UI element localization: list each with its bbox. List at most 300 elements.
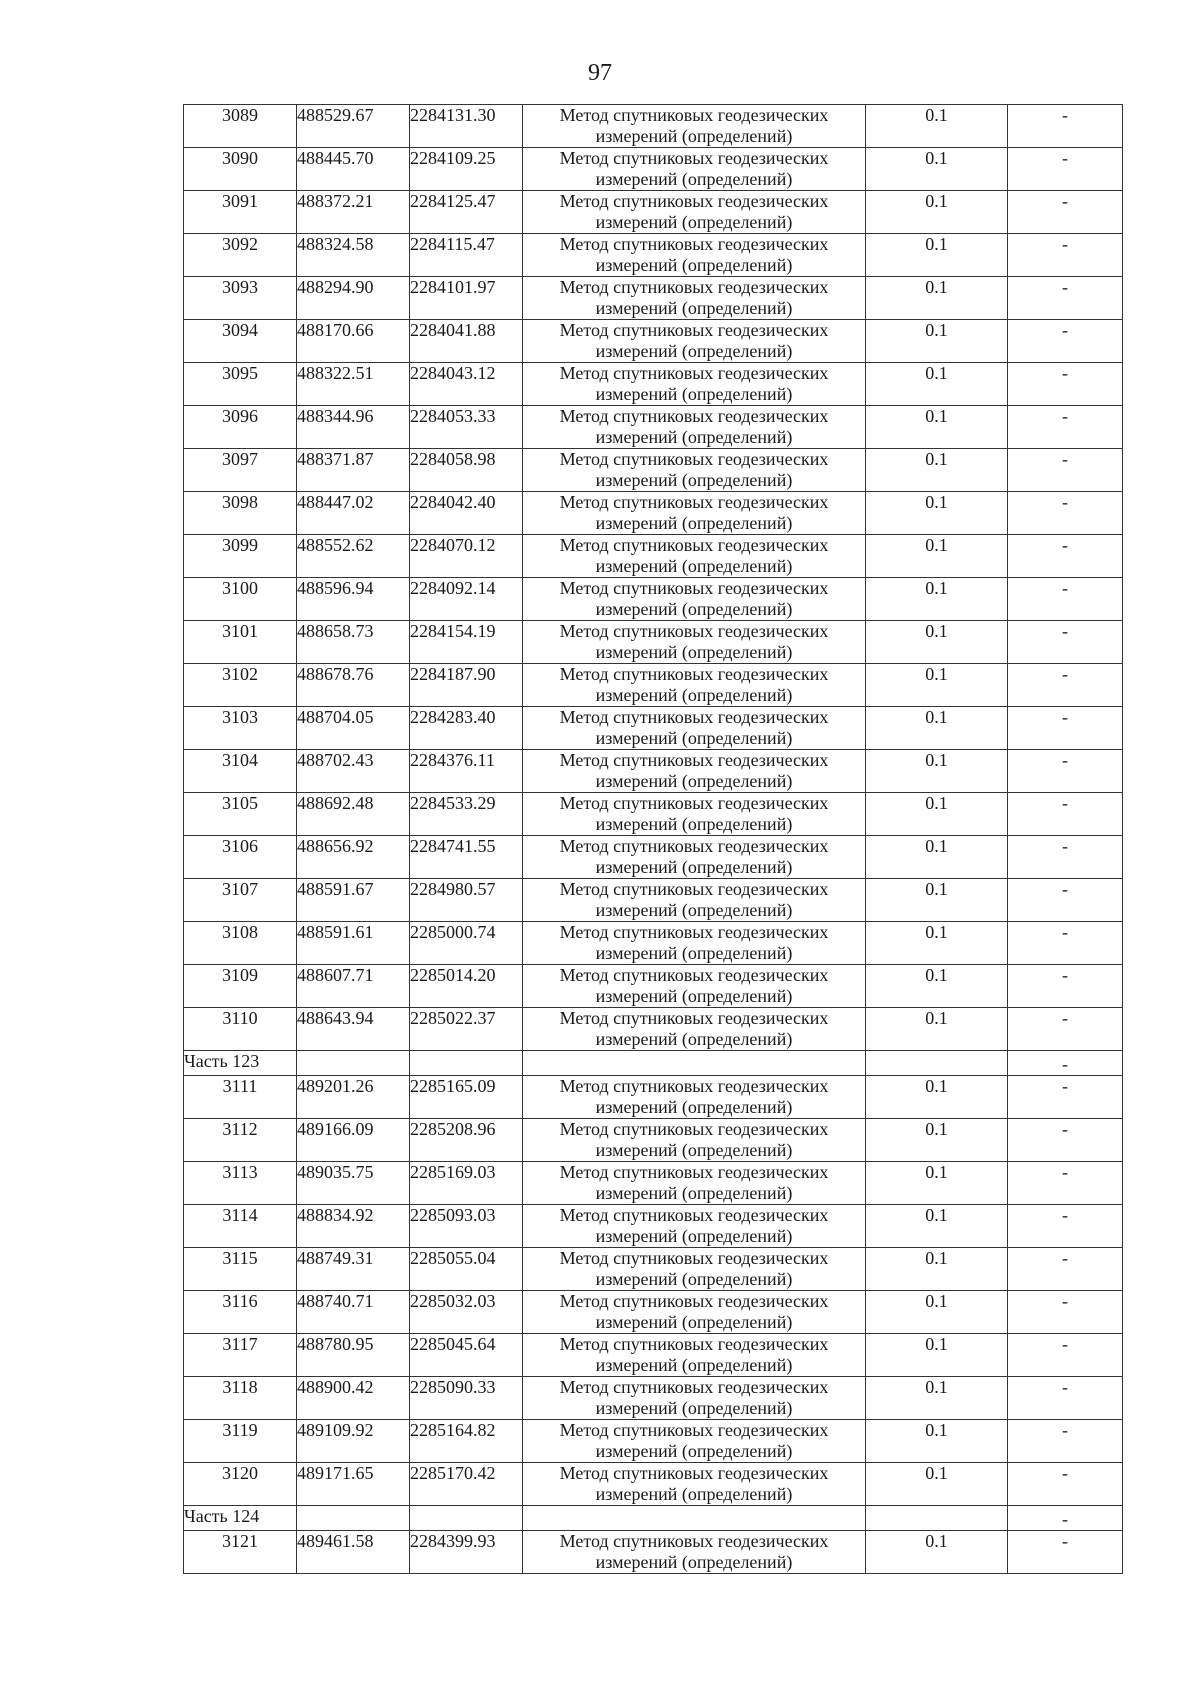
method-line-2: измерений (определений) xyxy=(595,1269,793,1289)
note: - xyxy=(1008,664,1123,707)
accuracy: 0.1 xyxy=(866,1076,1008,1119)
method-cell xyxy=(523,621,866,664)
x-coordinate: 488591.61 xyxy=(297,922,410,965)
note: - xyxy=(1008,234,1123,277)
method-cell xyxy=(523,406,866,449)
y-coordinate: 2284399.93 xyxy=(410,1531,523,1574)
note: - xyxy=(1008,1119,1123,1162)
y-coordinate: 2284058.98 xyxy=(410,449,523,492)
method-cell xyxy=(523,793,866,836)
y-coordinate: 2284109.25 xyxy=(410,148,523,191)
method-cell xyxy=(523,1377,866,1420)
y-coordinate: 2285093.03 xyxy=(410,1205,523,1248)
table-row xyxy=(184,1531,1123,1574)
method-line-1: Метод спутниковых геодезических xyxy=(559,1162,829,1182)
accuracy: 0.1 xyxy=(866,1119,1008,1162)
accuracy: 0.1 xyxy=(866,449,1008,492)
y-coordinate: 2284043.12 xyxy=(410,363,523,406)
note: - xyxy=(1008,1420,1123,1463)
method-cell xyxy=(523,750,866,793)
table-row xyxy=(184,1008,1123,1051)
point-number: 3121 xyxy=(184,1531,297,1574)
method-line-1: Метод спутниковых геодезических xyxy=(559,105,829,125)
method-cell xyxy=(523,148,866,191)
accuracy: 0.1 xyxy=(866,535,1008,578)
accuracy: 0.1 xyxy=(866,1334,1008,1377)
method-cell xyxy=(523,1205,866,1248)
method-line-2: измерений (определений) xyxy=(595,728,793,748)
method-line-2: измерений (определений) xyxy=(595,986,793,1006)
coordinates-table xyxy=(183,104,1123,1574)
method-cell xyxy=(523,1162,866,1205)
method-cell xyxy=(523,191,866,234)
table-row xyxy=(184,1119,1123,1162)
point-number: 3112 xyxy=(184,1119,297,1162)
y-coordinate: 2284154.19 xyxy=(410,621,523,664)
method-line-1: Метод спутниковых геодезических xyxy=(559,148,829,168)
note: - xyxy=(1008,965,1123,1008)
x-coordinate: 488372.21 xyxy=(297,191,410,234)
note: - xyxy=(1008,1377,1123,1420)
table-row xyxy=(184,1334,1123,1377)
method-line-1: Метод спутниковых геодезических xyxy=(559,1119,829,1139)
x-coordinate: 488552.62 xyxy=(297,535,410,578)
method-line-2: измерений (определений) xyxy=(595,1140,793,1160)
table-row xyxy=(184,148,1123,191)
table-row xyxy=(184,535,1123,578)
method-cell xyxy=(523,922,866,965)
x-coordinate-cell xyxy=(297,1051,410,1076)
method-line-2: измерений (определений) xyxy=(595,1097,793,1117)
method-cell xyxy=(523,1531,866,1574)
note: - xyxy=(1008,793,1123,836)
note: - xyxy=(1008,1531,1123,1574)
point-number: 3089 xyxy=(184,105,297,148)
method-cell xyxy=(523,1420,866,1463)
x-coordinate: 488170.66 xyxy=(297,320,410,363)
note: - xyxy=(1008,879,1123,922)
table-row xyxy=(184,492,1123,535)
method-cell xyxy=(523,234,866,277)
note: - xyxy=(1008,1162,1123,1205)
method-cell xyxy=(523,363,866,406)
y-coordinate: 2285090.33 xyxy=(410,1377,523,1420)
accuracy: 0.1 xyxy=(866,1008,1008,1051)
part-label: Часть 123 xyxy=(184,1051,297,1076)
method-line-2: измерений (определений) xyxy=(595,126,793,146)
point-number: 3116 xyxy=(184,1291,297,1334)
y-coordinate: 2285170.42 xyxy=(410,1463,523,1506)
note: - xyxy=(1008,1008,1123,1051)
accuracy: 0.1 xyxy=(866,965,1008,1008)
method-line-1: Метод спутниковых геодезических xyxy=(559,1076,829,1096)
method-line-1: Метод спутниковых геодезических xyxy=(559,793,829,813)
x-coordinate: 489035.75 xyxy=(297,1162,410,1205)
x-coordinate: 488900.42 xyxy=(297,1377,410,1420)
method-cell xyxy=(523,664,866,707)
x-coordinate: 488607.71 xyxy=(297,965,410,1008)
accuracy: 0.1 xyxy=(866,191,1008,234)
method-line-2: измерений (определений) xyxy=(595,1441,793,1461)
accuracy: 0.1 xyxy=(866,1291,1008,1334)
table-row xyxy=(184,191,1123,234)
method-line-2: измерений (определений) xyxy=(595,900,793,920)
x-coordinate: 488447.02 xyxy=(297,492,410,535)
method-line-1: Метод спутниковых геодезических xyxy=(559,277,829,297)
point-number: 3101 xyxy=(184,621,297,664)
note: - xyxy=(1008,105,1123,148)
x-coordinate: 488445.70 xyxy=(297,148,410,191)
method-cell xyxy=(523,836,866,879)
point-number: 3107 xyxy=(184,879,297,922)
method-line-2: измерений (определений) xyxy=(595,685,793,705)
accuracy: 0.1 xyxy=(866,234,1008,277)
point-number: 3115 xyxy=(184,1248,297,1291)
method-line-1: Метод спутниковых геодезических xyxy=(559,1291,829,1311)
table-row xyxy=(184,621,1123,664)
note: - xyxy=(1008,1205,1123,1248)
table-row xyxy=(184,1248,1123,1291)
point-number: 3091 xyxy=(184,191,297,234)
method-line-2: измерений (определений) xyxy=(595,1398,793,1418)
method-cell xyxy=(523,1076,866,1119)
method-line-1: Метод спутниковых геодезических xyxy=(559,836,829,856)
accuracy: 0.1 xyxy=(866,1162,1008,1205)
y-coordinate: 2284041.88 xyxy=(410,320,523,363)
x-coordinate: 488658.73 xyxy=(297,621,410,664)
method-line-2: измерений (определений) xyxy=(595,857,793,877)
method-line-1: Метод спутниковых геодезических xyxy=(559,922,829,942)
method-line-2: измерений (определений) xyxy=(595,943,793,963)
method-line-2: измерений (определений) xyxy=(595,470,793,490)
method-line-2: измерений (определений) xyxy=(595,427,793,447)
x-coordinate: 488596.94 xyxy=(297,578,410,621)
method-line-2: измерений (определений) xyxy=(595,212,793,232)
table-row xyxy=(184,1205,1123,1248)
method-cell xyxy=(523,1008,866,1051)
table-row xyxy=(184,1377,1123,1420)
x-coordinate: 488834.92 xyxy=(297,1205,410,1248)
table-row xyxy=(184,664,1123,707)
x-coordinate: 488704.05 xyxy=(297,707,410,750)
method-cell xyxy=(523,1051,866,1076)
method-cell xyxy=(523,277,866,320)
point-number: 3110 xyxy=(184,1008,297,1051)
note-cell: - xyxy=(1008,1506,1123,1531)
note: - xyxy=(1008,621,1123,664)
note: - xyxy=(1008,492,1123,535)
point-number: 3119 xyxy=(184,1420,297,1463)
note: - xyxy=(1008,1291,1123,1334)
y-coordinate-cell xyxy=(410,1506,523,1531)
method-line-1: Метод спутниковых геодезических xyxy=(559,320,829,340)
y-coordinate: 2284053.33 xyxy=(410,406,523,449)
y-coordinate: 2284741.55 xyxy=(410,836,523,879)
method-line-1: Метод спутниковых геодезических xyxy=(559,664,829,684)
accuracy: 0.1 xyxy=(866,277,1008,320)
y-coordinate: 2285208.96 xyxy=(410,1119,523,1162)
x-coordinate: 488324.58 xyxy=(297,234,410,277)
x-coordinate: 488591.67 xyxy=(297,879,410,922)
table-row xyxy=(184,1076,1123,1119)
point-number: 3094 xyxy=(184,320,297,363)
x-coordinate: 488294.90 xyxy=(297,277,410,320)
table-row xyxy=(184,320,1123,363)
method-cell xyxy=(523,1506,866,1531)
method-line-1: Метод спутниковых геодезических xyxy=(559,363,829,383)
table-row xyxy=(184,1420,1123,1463)
point-number: 3098 xyxy=(184,492,297,535)
note: - xyxy=(1008,449,1123,492)
point-number: 3109 xyxy=(184,965,297,1008)
method-line-2: измерений (определений) xyxy=(595,642,793,662)
method-line-2: измерений (определений) xyxy=(595,771,793,791)
method-line-2: измерений (определений) xyxy=(595,814,793,834)
table-row xyxy=(184,1162,1123,1205)
accuracy: 0.1 xyxy=(866,922,1008,965)
x-coordinate: 488529.67 xyxy=(297,105,410,148)
method-line-1: Метод спутниковых геодезических xyxy=(559,1248,829,1268)
note: - xyxy=(1008,836,1123,879)
method-line-1: Метод спутниковых геодезических xyxy=(559,1531,829,1551)
x-coordinate: 488678.76 xyxy=(297,664,410,707)
note-cell: - xyxy=(1008,1051,1123,1076)
method-line-1: Метод спутниковых геодезических xyxy=(559,1008,829,1028)
method-line-2: измерений (определений) xyxy=(595,169,793,189)
table-row xyxy=(184,406,1123,449)
note: - xyxy=(1008,1076,1123,1119)
note: - xyxy=(1008,320,1123,363)
table-row xyxy=(184,449,1123,492)
method-line-1: Метод спутниковых геодезических xyxy=(559,750,829,770)
method-line-2: измерений (определений) xyxy=(595,556,793,576)
point-number: 3104 xyxy=(184,750,297,793)
note: - xyxy=(1008,1463,1123,1506)
accuracy: 0.1 xyxy=(866,1463,1008,1506)
accuracy: 0.1 xyxy=(866,664,1008,707)
note: - xyxy=(1008,148,1123,191)
method-line-2: измерений (определений) xyxy=(595,599,793,619)
y-coordinate: 2284101.97 xyxy=(410,277,523,320)
point-number: 3099 xyxy=(184,535,297,578)
method-line-1: Метод спутниковых геодезических xyxy=(559,492,829,512)
point-number: 3090 xyxy=(184,148,297,191)
y-coordinate: 2284070.12 xyxy=(410,535,523,578)
accuracy: 0.1 xyxy=(866,879,1008,922)
x-coordinate: 488322.51 xyxy=(297,363,410,406)
note: - xyxy=(1008,922,1123,965)
point-number: 3097 xyxy=(184,449,297,492)
part-header-row xyxy=(184,1051,1123,1076)
page-number: 97 xyxy=(588,60,612,86)
note: - xyxy=(1008,1334,1123,1377)
table-row xyxy=(184,105,1123,148)
accuracy: 0.1 xyxy=(866,836,1008,879)
y-coordinate: 2285022.37 xyxy=(410,1008,523,1051)
method-cell xyxy=(523,492,866,535)
method-line-1: Метод спутниковых геодезических xyxy=(559,1420,829,1440)
method-line-2: измерений (определений) xyxy=(595,1484,793,1504)
method-cell xyxy=(523,965,866,1008)
method-cell xyxy=(523,1334,866,1377)
point-number: 3117 xyxy=(184,1334,297,1377)
accuracy: 0.1 xyxy=(866,750,1008,793)
x-coordinate: 488692.48 xyxy=(297,793,410,836)
x-coordinate: 488740.71 xyxy=(297,1291,410,1334)
accuracy: 0.1 xyxy=(866,1531,1008,1574)
table-row xyxy=(184,707,1123,750)
method-cell xyxy=(523,1291,866,1334)
x-coordinate-cell xyxy=(297,1506,410,1531)
accuracy: 0.1 xyxy=(866,621,1008,664)
point-number: 3103 xyxy=(184,707,297,750)
method-line-2: измерений (определений) xyxy=(595,1355,793,1375)
method-cell xyxy=(523,1248,866,1291)
method-line-1: Метод спутниковых геодезических xyxy=(559,191,829,211)
method-cell xyxy=(523,320,866,363)
table-row xyxy=(184,578,1123,621)
y-coordinate: 2284125.47 xyxy=(410,191,523,234)
method-line-1: Метод спутниковых геодезических xyxy=(559,1334,829,1354)
x-coordinate: 488749.31 xyxy=(297,1248,410,1291)
method-line-2: измерений (определений) xyxy=(595,1029,793,1049)
method-line-2: измерений (определений) xyxy=(595,513,793,533)
y-coordinate: 2285014.20 xyxy=(410,965,523,1008)
method-line-1: Метод спутниковых геодезических xyxy=(559,1463,829,1483)
point-number: 3113 xyxy=(184,1162,297,1205)
table-row xyxy=(184,879,1123,922)
method-cell xyxy=(523,707,866,750)
point-number: 3102 xyxy=(184,664,297,707)
point-number: 3118 xyxy=(184,1377,297,1420)
method-cell xyxy=(523,1463,866,1506)
method-line-1: Метод спутниковых геодезических xyxy=(559,234,829,254)
y-coordinate: 2285000.74 xyxy=(410,922,523,965)
y-coordinate: 2285165.09 xyxy=(410,1076,523,1119)
method-line-1: Метод спутниковых геодезических xyxy=(559,449,829,469)
method-cell xyxy=(523,879,866,922)
method-line-1: Метод спутниковых геодезических xyxy=(559,879,829,899)
method-line-1: Метод спутниковых геодезических xyxy=(559,535,829,555)
accuracy: 0.1 xyxy=(866,1205,1008,1248)
point-number: 3096 xyxy=(184,406,297,449)
note: - xyxy=(1008,578,1123,621)
note: - xyxy=(1008,535,1123,578)
note: - xyxy=(1008,277,1123,320)
y-coordinate: 2284131.30 xyxy=(410,105,523,148)
accuracy: 0.1 xyxy=(866,406,1008,449)
accuracy: 0.1 xyxy=(866,578,1008,621)
note: - xyxy=(1008,406,1123,449)
method-line-2: измерений (определений) xyxy=(595,255,793,275)
y-coordinate: 2284092.14 xyxy=(410,578,523,621)
note: - xyxy=(1008,191,1123,234)
note: - xyxy=(1008,1248,1123,1291)
y-coordinate: 2285032.03 xyxy=(410,1291,523,1334)
method-line-1: Метод спутниковых геодезических xyxy=(559,406,829,426)
table-row xyxy=(184,1463,1123,1506)
method-line-1: Метод спутниковых геодезических xyxy=(559,1377,829,1397)
method-line-2: измерений (определений) xyxy=(595,1226,793,1246)
accuracy: 0.1 xyxy=(866,707,1008,750)
accuracy-cell xyxy=(866,1506,1008,1531)
method-cell xyxy=(523,535,866,578)
method-line-2: измерений (определений) xyxy=(595,1183,793,1203)
y-coordinate: 2285045.64 xyxy=(410,1334,523,1377)
part-header-row xyxy=(184,1506,1123,1531)
point-number: 3106 xyxy=(184,836,297,879)
method-line-2: измерений (определений) xyxy=(595,298,793,318)
y-coordinate-cell xyxy=(410,1051,523,1076)
coordinates-table-body xyxy=(184,105,1123,1574)
table-row xyxy=(184,965,1123,1008)
accuracy: 0.1 xyxy=(866,1420,1008,1463)
x-coordinate: 488643.94 xyxy=(297,1008,410,1051)
x-coordinate: 488780.95 xyxy=(297,1334,410,1377)
y-coordinate: 2284115.47 xyxy=(410,234,523,277)
accuracy: 0.1 xyxy=(866,148,1008,191)
note: - xyxy=(1008,707,1123,750)
x-coordinate: 488656.92 xyxy=(297,836,410,879)
table-row xyxy=(184,363,1123,406)
method-cell xyxy=(523,1119,866,1162)
x-coordinate: 489171.65 xyxy=(297,1463,410,1506)
table-row xyxy=(184,922,1123,965)
method-line-1: Метод спутниковых геодезических xyxy=(559,621,829,641)
x-coordinate: 488702.43 xyxy=(297,750,410,793)
method-line-2: измерений (определений) xyxy=(595,1312,793,1332)
x-coordinate: 488371.87 xyxy=(297,449,410,492)
method-cell xyxy=(523,105,866,148)
x-coordinate: 489109.92 xyxy=(297,1420,410,1463)
table-row xyxy=(184,750,1123,793)
accuracy: 0.1 xyxy=(866,363,1008,406)
method-line-1: Метод спутниковых геодезических xyxy=(559,965,829,985)
y-coordinate: 2284283.40 xyxy=(410,707,523,750)
point-number: 3093 xyxy=(184,277,297,320)
method-cell xyxy=(523,449,866,492)
y-coordinate: 2284533.29 xyxy=(410,793,523,836)
note: - xyxy=(1008,750,1123,793)
method-line-2: измерений (определений) xyxy=(595,341,793,361)
point-number: 3120 xyxy=(184,1463,297,1506)
y-coordinate: 2284042.40 xyxy=(410,492,523,535)
y-coordinate: 2285055.04 xyxy=(410,1248,523,1291)
table-row xyxy=(184,234,1123,277)
table-row xyxy=(184,277,1123,320)
note: - xyxy=(1008,363,1123,406)
y-coordinate: 2285169.03 xyxy=(410,1162,523,1205)
accuracy: 0.1 xyxy=(866,105,1008,148)
accuracy: 0.1 xyxy=(866,793,1008,836)
y-coordinate: 2285164.82 xyxy=(410,1420,523,1463)
point-number: 3100 xyxy=(184,578,297,621)
method-line-1: Метод спутниковых геодезических xyxy=(559,1205,829,1225)
accuracy: 0.1 xyxy=(866,320,1008,363)
x-coordinate: 489201.26 xyxy=(297,1076,410,1119)
point-number: 3111 xyxy=(184,1076,297,1119)
part-label: Часть 124 xyxy=(184,1506,297,1531)
y-coordinate: 2284980.57 xyxy=(410,879,523,922)
point-number: 3114 xyxy=(184,1205,297,1248)
accuracy-cell xyxy=(866,1051,1008,1076)
method-line-1: Метод спутниковых геодезических xyxy=(559,707,829,727)
point-number: 3108 xyxy=(184,922,297,965)
table-row xyxy=(184,793,1123,836)
table-row xyxy=(184,836,1123,879)
method-line-1: Метод спутниковых геодезических xyxy=(559,578,829,598)
method-line-2: измерений (определений) xyxy=(595,1552,793,1572)
